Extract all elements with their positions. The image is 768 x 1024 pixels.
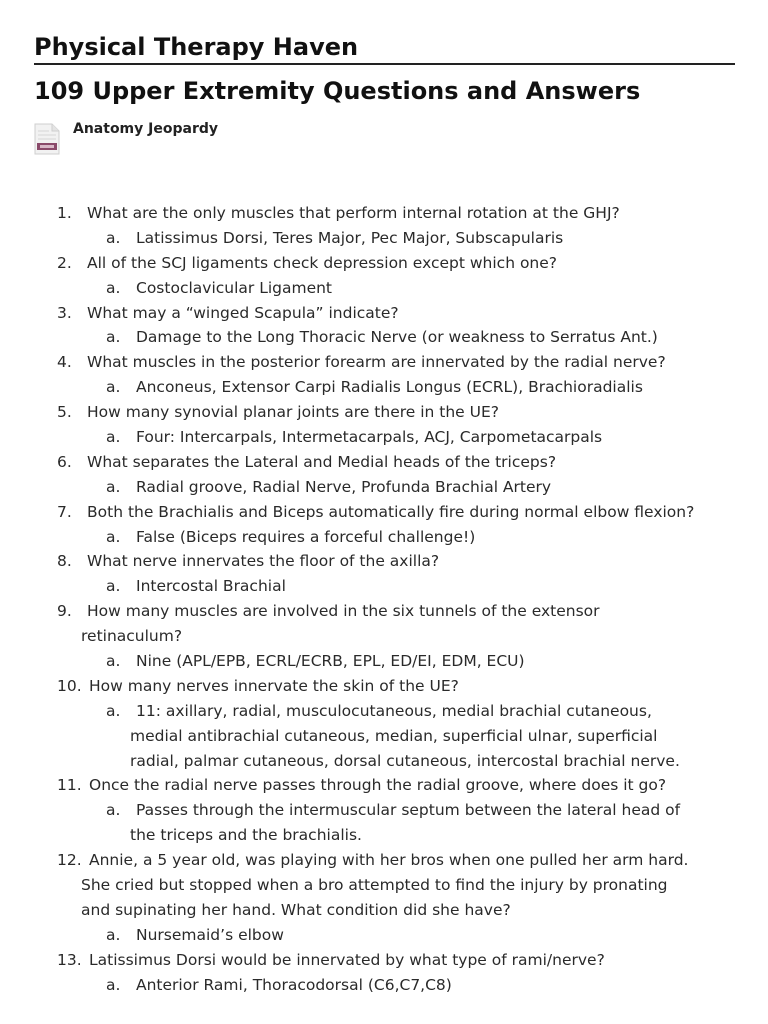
question-text: Once the radial nerve passes through the radial groove, where does it go? (89, 776, 667, 795)
question-line (0, 948, 768, 973)
question-line (0, 549, 768, 574)
answer-letter: a. (106, 477, 121, 496)
answer-line (0, 699, 768, 724)
question-text: What may a “winged Scapula” indicate? (87, 303, 399, 322)
answer-text: Nursemaid’s elbow (136, 925, 284, 944)
site-title: Physical Therapy Haven (34, 33, 359, 61)
answer-letter: a. (106, 652, 121, 671)
question-line (0, 450, 768, 475)
question-text: Annie, a 5 year old, was playing with her bros when one pulled her arm hard. (89, 851, 689, 870)
answer-line (0, 724, 768, 749)
question-number: 4. (57, 353, 72, 372)
answer-line (0, 923, 768, 948)
question-number: 11. (57, 776, 82, 795)
question-number: 2. (57, 253, 72, 272)
question-line (0, 301, 768, 326)
answer-line (0, 226, 768, 251)
question-text: Latissimus Dorsi would be innervated by what type of rami/nerve? (89, 950, 605, 969)
question-text: What muscles in the posterior forearm are innervated by the radial nerve? (87, 353, 666, 372)
question-line (0, 873, 768, 898)
question-line (0, 773, 768, 798)
answer-line (0, 798, 768, 823)
answer-line (0, 574, 768, 599)
question-number: 1. (57, 204, 72, 222)
answer-letter: a. (106, 278, 121, 297)
answer-text: Intercostal Brachial (136, 577, 286, 596)
attachment-link[interactable]: Anatomy Jeopardy (73, 121, 218, 137)
qa-item (0, 948, 768, 998)
document-file-icon[interactable] (34, 123, 60, 155)
answer-line (0, 475, 768, 500)
question-number: 10. (57, 676, 82, 695)
question-text: What nerve innervates the floor of the axilla? (87, 552, 440, 571)
question-number: 9. (57, 602, 72, 621)
question-line (0, 350, 768, 375)
qa-item (0, 599, 768, 674)
answer-line (0, 823, 768, 848)
question-number: 6. (57, 452, 72, 471)
question-number: 5. (57, 403, 72, 422)
answer-text: Nine (APL/EPB, ECRL/ECRB, EPL, ED/EI, EDM, ECU) (136, 652, 525, 671)
answer-text: 11: axillary, radial, musculocutaneous, medial brachial cutaneous, (136, 701, 652, 720)
question-text: She cried but stopped when a bro attempted to find the injury by pronating (81, 876, 668, 895)
answer-letter: a. (106, 378, 121, 397)
question-text: retinaculum? (81, 627, 183, 646)
answer-text: False (Biceps requires a forceful challenge!) (136, 527, 476, 546)
answer-text: Latissimus Dorsi, Teres Major, Pec Major, Subscapularis (136, 228, 564, 247)
question-line (0, 251, 768, 276)
question-number: 7. (57, 502, 72, 521)
qa-item (0, 301, 768, 351)
question-line (0, 400, 768, 425)
question-line (0, 500, 768, 525)
answer-line (0, 425, 768, 450)
answer-letter: a. (106, 228, 121, 247)
qa-item (0, 450, 768, 500)
question-line (0, 624, 768, 649)
answer-letter: a. (106, 975, 121, 994)
question-number: 12. (57, 851, 82, 870)
answer-text: Four: Intercarpals, Intermetacarpals, ACJ, Carpometacarpals (136, 428, 603, 447)
answer-line (0, 525, 768, 550)
answer-letter: a. (106, 527, 121, 546)
answer-text: Anterior Rami, Thoracodorsal (C6,C7,C8) (136, 975, 452, 994)
answer-line (0, 325, 768, 350)
question-text: and supinating her hand. What condition did she have? (81, 900, 511, 919)
question-text: All of the SCJ ligaments check depression except which one? (87, 253, 558, 272)
question-line (0, 848, 768, 873)
title-divider (34, 63, 735, 65)
question-number: 3. (57, 303, 72, 322)
answer-text: Damage to the Long Thoracic Nerve (or weakness to Serratus Ant.) (136, 328, 658, 347)
answer-line (0, 749, 768, 774)
qa-item (0, 500, 768, 550)
qa-item (0, 350, 768, 400)
answer-text: the triceps and the brachialis. (130, 826, 362, 845)
answer-letter: a. (106, 701, 121, 720)
qa-item (0, 773, 768, 848)
qa-item (0, 201, 768, 251)
question-text: How many synovial planar joints are there in the UE? (87, 403, 500, 422)
answer-text: Anconeus, Extensor Carpi Radialis Longus (ECRL), Brachioradialis (136, 378, 643, 397)
answer-text: Passes through the intermuscular septum between the lateral head of (136, 801, 681, 820)
answer-line (0, 649, 768, 674)
answer-line (0, 276, 768, 301)
answer-letter: a. (106, 428, 121, 447)
answer-text: Costoclavicular Ligament (136, 278, 333, 297)
answer-letter: a. (106, 925, 121, 944)
question-text: What separates the Lateral and Medial heads of the triceps? (87, 452, 557, 471)
answer-line (0, 375, 768, 400)
qa-item (0, 848, 768, 948)
question-number: 13. (57, 950, 82, 969)
question-text: How many muscles are involved in the six tunnels of the extensor (87, 602, 600, 621)
qa-item (0, 674, 768, 774)
answer-letter: a. (106, 328, 121, 347)
question-line (0, 599, 768, 624)
qa-item (0, 549, 768, 599)
answer-letter: a. (106, 801, 121, 820)
question-number: 8. (57, 552, 72, 571)
answer-letter: a. (106, 577, 121, 596)
answer-line (0, 973, 768, 998)
document-title: 109 Upper Extremity Questions and Answers (34, 77, 641, 105)
question-text: How many nerves innervate the skin of the UE? (89, 676, 459, 695)
question-text: Both the Brachialis and Biceps automatically fire during normal elbow flexion? (87, 502, 695, 521)
question-line (0, 674, 768, 699)
question-answer-list (0, 201, 768, 998)
answer-text: radial, palmar cutaneous, dorsal cutaneous, intercostal brachial nerve. (130, 751, 680, 770)
qa-item (0, 400, 768, 450)
question-line (0, 201, 768, 226)
answer-text: Radial groove, Radial Nerve, Profunda Brachial Artery (136, 477, 552, 496)
qa-item (0, 251, 768, 301)
question-line (0, 898, 768, 923)
question-text: What are the only muscles that perform internal rotation at the GHJ? (87, 204, 620, 222)
answer-text: medial antibrachial cutaneous, median, superficial ulnar, superficial (130, 726, 658, 745)
